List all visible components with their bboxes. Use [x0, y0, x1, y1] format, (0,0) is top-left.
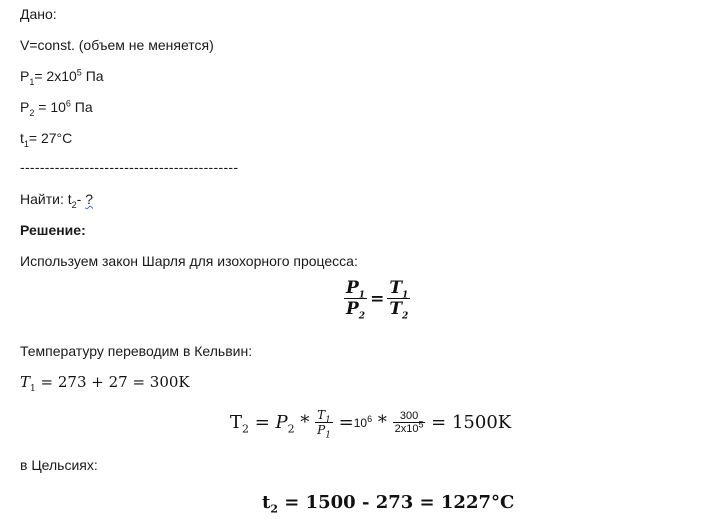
kelvin-text: Температуру переводим в Кельвин:	[20, 343, 253, 359]
find-line: Найти: $t_2-$ ?	[20, 191, 93, 210]
separator-line: --------------------------------------------	[20, 159, 239, 175]
given-p1: $P_1= 2х10^5$ Па	[20, 67, 104, 87]
pressure-fraction: $\frac{P_1}{P_2}$	[346, 278, 366, 322]
given-heading: Дано:	[20, 6, 57, 22]
spellcheck-mark: ?	[85, 191, 93, 207]
t1-over-p1-fraction: $\frac{T_1}{P_1}$	[317, 408, 331, 441]
celsius-text: в Цельсиях:	[20, 457, 98, 473]
law-text: Используем закон Шарля для изохорного процесса:	[20, 253, 358, 269]
t1-calculation: $T_1 = 273 + 27 = 300K$	[20, 373, 190, 394]
300-over-2x10-fraction: $\frac{300}{2x10^5}$	[394, 410, 424, 435]
charles-law-formula: $\frac{P_1}{P_2}$ = $\frac{T_1}{T_2}$	[346, 278, 409, 322]
given-t1: $t_1= 27^\circ С$	[20, 130, 73, 149]
temperature-fraction: $\frac{T_1}{T_2}$	[389, 278, 409, 322]
solution-heading: Решение:	[20, 222, 86, 238]
final-answer: $t_2 = 1500 - 273 = 1227^\circ C$	[262, 492, 515, 516]
given-volume: V=const. (объем не меняется)	[20, 37, 214, 53]
given-p2: $P_2 = 10^6$ Па	[20, 98, 93, 118]
t2-formula: $T_2 = P_2$ * $\frac{T_1}{P_1}$ $=10^6$ * $\frac{300}{2x10^5}$ = 1500K	[230, 408, 512, 441]
